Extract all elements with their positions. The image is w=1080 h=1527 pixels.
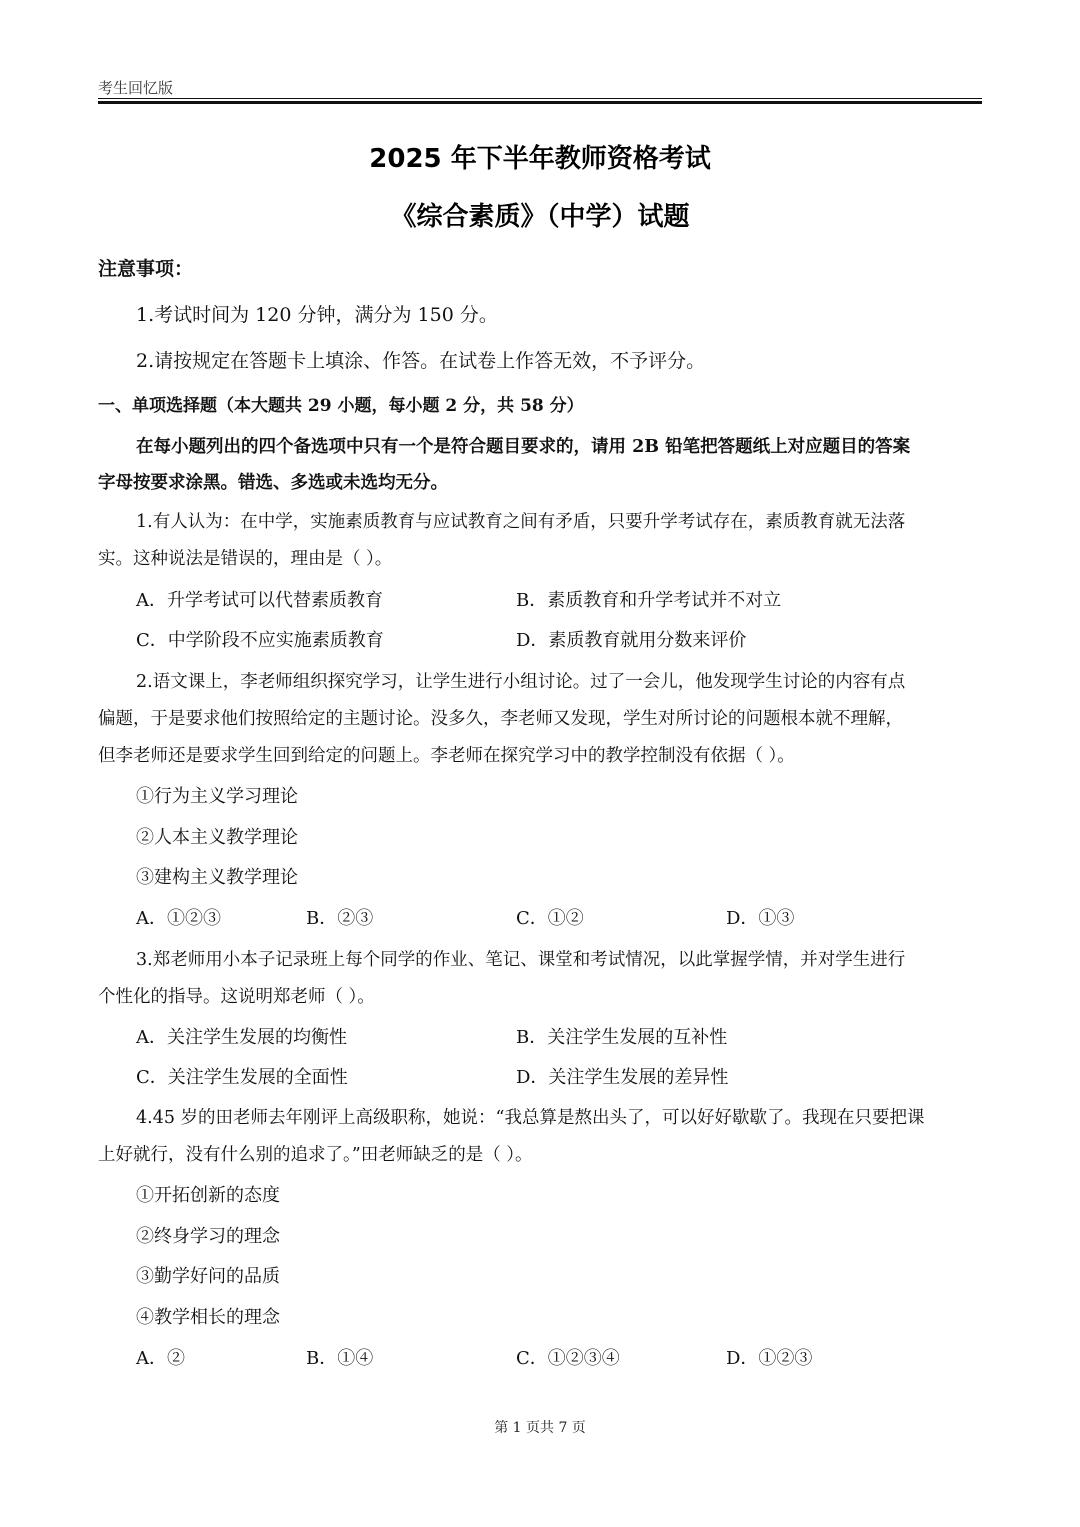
question-stem: 1.有人认为：在中学，实施素质教育与应试教育之间有矛盾，只要升学考试存在，素质教育就无法落 <box>136 512 906 532</box>
question-stem: 3.郑老师用小本子记录班上每个同学的作业、笔记、课堂和考试情况，以此掌握学情，并对学生进行 <box>136 950 906 970</box>
exam-subtitle: 《综合素质》（中学）试题 <box>390 202 690 232</box>
question-stem: 实。这种说法是错误的，理由是（ ）。 <box>98 549 393 569</box>
option-c: C．①②③④ <box>516 1348 620 1369</box>
statement: ②人本主义教学理论 <box>136 827 298 848</box>
header-label: 考生回忆版 <box>98 79 174 97</box>
header-rule-thin <box>98 98 982 99</box>
option-b: B．①④ <box>306 1348 374 1369</box>
question-stem: 但李老师还是要求学生回到给定的问题上。李老师在探究学习中的教学控制没有依据（ ）。 <box>98 746 795 766</box>
option-d: D．关注学生发展的差异性 <box>516 1067 729 1088</box>
option-d: D．①③ <box>726 908 795 929</box>
question-stem: 2.语文课上，李老师组织探究学习，让学生进行小组讨论。过了一会儿，他发现学生讨论的内容有点 <box>136 672 906 692</box>
page-indicator: 第 1 页共 7 页 <box>494 1420 586 1436</box>
statement: ①开拓创新的态度 <box>136 1185 280 1206</box>
question-stem: 个性化的指导。这说明郑老师（ ）。 <box>98 987 375 1007</box>
option-d: D．素质教育就用分数来评价 <box>516 630 747 651</box>
question-stem: 4.45 岁的田老师去年刚评上高级职称，她说：“我总算是熬出头了，可以好好歇歇了。我现在只要把课 <box>136 1108 925 1128</box>
option-b: B．素质教育和升学考试并不对立 <box>516 590 782 611</box>
header-rule-thick <box>98 101 982 104</box>
section-instruction: 字母按要求涂黑。错选、多选或未选均无分。 <box>98 473 448 493</box>
statement: ④教学相长的理念 <box>136 1307 280 1328</box>
section-instruction: 在每小题列出的四个备选项中只有一个是符合题目要求的，请用 2B 铅笔把答题纸上对应题目的答案 <box>136 437 911 457</box>
option-a: A．② <box>136 1348 185 1369</box>
statement: ③勤学好问的品质 <box>136 1266 280 1287</box>
option-b: B．关注学生发展的互补性 <box>516 1027 728 1048</box>
notice-item: 2.请按规定在答题卡上填涂、作答。在试卷上作答无效，不予评分。 <box>136 350 706 372</box>
option-c: C．①② <box>516 908 584 929</box>
option-a: A．升学考试可以代替素质教育 <box>136 590 383 611</box>
exam-title: 2025 年下半年教师资格考试 <box>369 144 711 174</box>
statement: ①行为主义学习理论 <box>136 786 298 807</box>
statement: ③建构主义教学理论 <box>136 867 298 888</box>
option-a: A．①②③ <box>136 908 221 929</box>
notice-heading: 注意事项： <box>98 258 194 280</box>
section-heading: 一、单项选择题（本大题共 29 小题，每小题 2 分，共 58 分） <box>98 396 584 416</box>
question-stem: 上好就行，没有什么别的追求了。”田老师缺乏的是（ ）。 <box>98 1145 533 1165</box>
option-d: D．①②③ <box>726 1348 813 1369</box>
statement: ②终身学习的理念 <box>136 1226 280 1247</box>
option-b: B．②③ <box>306 908 374 929</box>
question-stem: 偏题，于是要求他们按照给定的主题讨论。没多久，李老师又发现，学生对所讨论的问题根本就不理解， <box>98 709 903 729</box>
option-c: C．关注学生发展的全面性 <box>136 1067 348 1088</box>
notice-item: 1.考试时间为 120 分钟，满分为 150 分。 <box>136 304 498 326</box>
option-c: C．中学阶段不应实施素质教育 <box>136 630 384 651</box>
option-a: A．关注学生发展的均衡性 <box>136 1027 347 1048</box>
